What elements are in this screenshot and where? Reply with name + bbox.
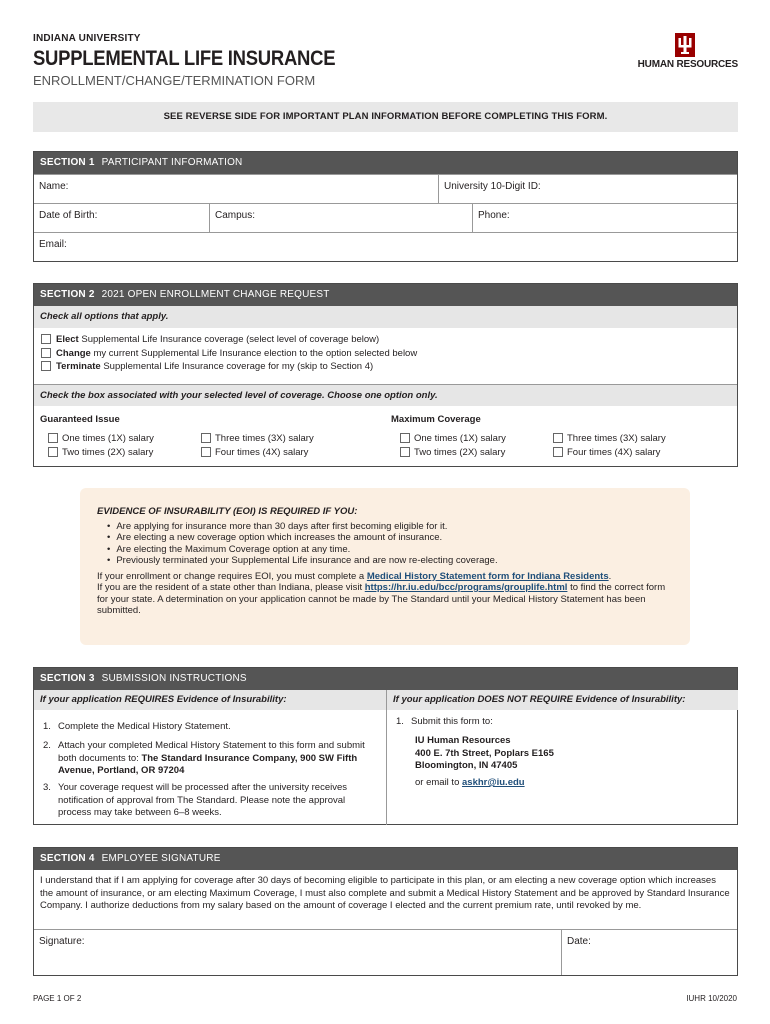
list-item: • Are electing the Maximum Coverage option at any time. (107, 544, 673, 556)
option-label: Two times (2X) salary (414, 447, 506, 458)
coverage-options (34, 406, 737, 466)
section-4-header (34, 848, 737, 870)
request-options (34, 328, 737, 384)
list-item: • Are applying for insurance more than 30 days after first becoming eligible for it. (107, 521, 673, 533)
university-name: INDIANA UNIVERSITY (33, 33, 141, 44)
mc-4x-option[interactable] (553, 447, 660, 459)
signature-field[interactable] (34, 930, 561, 975)
section-3-header (34, 668, 737, 690)
iu-trident-icon (675, 33, 695, 57)
option-bold: Terminate (56, 361, 101, 372)
step-number: 1. (43, 721, 51, 732)
phone-field[interactable] (472, 204, 738, 232)
section-2-header (34, 284, 737, 306)
mc-1x-option[interactable] (400, 433, 506, 445)
option-label: Four times (4X) salary (567, 447, 661, 458)
grouplife-url-link[interactable]: https://hr.iu.edu/bcc/programs/grouplife.html (364, 582, 568, 593)
option-text: my current Supplemental Life Insurance election to the option selected below (90, 347, 418, 359)
step-text: Complete the Medical History Statement. (58, 721, 231, 732)
row-email (34, 232, 737, 260)
mc-2x-checkbox[interactable] (400, 447, 410, 457)
form-code: IUHR 10/2020 (686, 994, 737, 1003)
step-text: Your coverage request will be processed after the university receives notification of approval from The Standard. Please note the approval process may take between 6–8 weeks. (58, 782, 348, 818)
option-bold: Change (56, 347, 91, 359)
section-number: SECTION 2 (40, 289, 95, 300)
gi-4x-checkbox[interactable] (201, 447, 211, 457)
email-instruction (415, 777, 715, 790)
guaranteed-issue-heading: Guaranteed Issue (40, 414, 120, 425)
form-subtitle: ENROLLMENT/CHANGE/TERMINATION FORM (33, 73, 316, 88)
dob-field[interactable] (34, 204, 209, 232)
iu-logo (628, 33, 738, 73)
option-text: Supplemental Life Insurance coverage (select level of coverage below) (78, 334, 380, 345)
step-text: Attach your completed Medical History Statement to this form and submit both documents to: (58, 740, 365, 764)
row-dob-campus-phone (34, 203, 737, 232)
left-step-1 (43, 721, 378, 734)
option-label: One times (1X) salary (414, 433, 506, 444)
coverage-instruction: Check the box associated with your selected level of coverage. Choose one option only. (34, 384, 737, 406)
section-4 (33, 847, 738, 976)
name-label: Name: (39, 181, 69, 192)
section-title: SUBMISSION INSTRUCTIONS (101, 673, 247, 684)
important-notice: SEE REVERSE SIDE FOR IMPORTANT PLAN INFORMATION BEFORE COMPLETING THIS FORM. (33, 102, 738, 132)
address-line: 400 E. 7th Street, Poplars E165 (415, 747, 554, 759)
list-item: • Are electing a new coverage option which increases the amount of insurance. (107, 532, 673, 544)
signature-label: Signature: (39, 936, 85, 947)
mc-2x-option[interactable] (400, 447, 505, 459)
university-id-label: University 10-Digit ID: (444, 181, 541, 192)
address-line: IU Human Resources (415, 735, 511, 746)
step-number: 3. (43, 782, 51, 793)
campus-label: Campus: (215, 210, 256, 221)
section-title: 2021 OPEN ENROLLMENT CHANGE REQUEST (101, 289, 330, 300)
section-3 (33, 667, 738, 825)
option-terminate[interactable] (34, 360, 737, 374)
section-2 (33, 283, 738, 467)
email-field[interactable] (34, 233, 738, 260)
section-number: SECTION 3 (40, 673, 95, 684)
elect-checkbox[interactable] (41, 334, 51, 344)
section-title: PARTICIPANT INFORMATION (101, 157, 243, 168)
email-label: Email: (39, 239, 67, 250)
gi-3x-checkbox[interactable] (201, 433, 211, 443)
eoi-title: EVIDENCE OF INSURABILITY (EOI) IS REQUIRED IF YOU: (97, 506, 358, 517)
option-label: Three times (3X) salary (567, 433, 666, 444)
list-item: • Previously terminated your Supplemental Life insurance and are now re-electing coverage. (107, 555, 673, 567)
phone-label: Phone: (478, 210, 510, 221)
option-bold: Elect (56, 334, 79, 345)
dob-label: Date of Birth: (39, 210, 98, 221)
option-label: Four times (4X) salary (215, 447, 309, 458)
gi-4x-option[interactable] (201, 447, 308, 459)
campus-field[interactable] (209, 204, 472, 232)
section-1 (33, 151, 738, 262)
option-text: Supplemental Life Insurance coverage for my (skip to Section 4) (100, 361, 374, 372)
address-line: Bloomington, IN 47405 (415, 760, 518, 771)
logo-text: HUMAN RESOURCES (637, 59, 738, 70)
mc-1x-checkbox[interactable] (400, 433, 410, 443)
eoi-notice (80, 488, 690, 645)
check-all-instruction: Check all options that apply. (34, 306, 737, 328)
gi-3x-option[interactable] (201, 433, 314, 445)
submission-columns (34, 690, 737, 825)
change-checkbox[interactable] (41, 348, 51, 358)
option-label: One times (1X) salary (62, 433, 154, 444)
authorization-text: I understand that if I am applying for coverage after 30 days of becoming eligible to participate in this plan, or am electing a new coverage option which increases the amount of insurance, or am electing Maximum Coverage, I must also complete and submit a Medical History Statement and be approved by Standard Insurance Company. I authorize deductions from my salary based on the amount of coverage I elected and the current premium rate, until revoked by me. (40, 875, 730, 911)
maximum-coverage-heading: Maximum Coverage (391, 414, 481, 425)
option-change[interactable] (34, 347, 737, 361)
form-header (33, 33, 738, 93)
requires-eoi-heading: If your application REQUIRES Evidence of Insurability: (34, 690, 386, 710)
step-number: 2. (43, 740, 51, 751)
standard-address: The Standard Insurance Company, 900 SW Fifth Avenue, Portland, OR 97204 (58, 752, 358, 776)
option-label: Three times (3X) salary (215, 433, 314, 444)
mc-3x-option[interactable] (553, 433, 666, 445)
left-step-2 (43, 740, 378, 778)
column-divider (386, 690, 387, 825)
step-number: 1. (396, 716, 404, 727)
gi-1x-option[interactable] (48, 433, 154, 445)
gi-2x-option[interactable] (48, 447, 153, 459)
university-id-field[interactable] (438, 175, 738, 203)
step-text: or email to (415, 777, 462, 788)
date-field[interactable] (561, 930, 738, 975)
section-number: SECTION 1 (40, 157, 95, 168)
eoi-bullets (97, 521, 673, 567)
step-text: Submit this form to: (411, 716, 493, 727)
eoi-paragraph (97, 571, 673, 617)
gi-1x-checkbox[interactable] (48, 433, 58, 443)
section-title: EMPLOYEE SIGNATURE (101, 853, 221, 864)
mc-3x-checkbox[interactable] (553, 433, 563, 443)
section-1-header (34, 152, 737, 174)
terminate-checkbox[interactable] (41, 361, 51, 371)
option-elect[interactable] (34, 333, 737, 347)
right-step-1 (396, 716, 726, 729)
eoi-text: . (608, 570, 612, 582)
page-number: PAGE 1 OF 2 (33, 994, 82, 1003)
eoi-text: If you are the resident of a state other than Indiana, please visit (97, 582, 365, 593)
name-field[interactable] (34, 175, 438, 203)
askhr-email-link[interactable]: askhr@iu.edu (462, 777, 525, 788)
form-title: SUPPLEMENTAL LIFE INSURANCE (33, 47, 336, 70)
medical-history-link[interactable]: Medical History Statement form for Indiana Residents (366, 570, 609, 582)
left-step-3 (43, 782, 378, 820)
option-label: Two times (2X) salary (62, 447, 154, 458)
section-number: SECTION 4 (40, 853, 95, 864)
eoi-text: If your enrollment or change requires EOI, you must complete a (97, 570, 367, 582)
row-name-id (34, 174, 737, 203)
no-eoi-heading: If your application DOES NOT REQUIRE Evidence of Insurability: (386, 690, 738, 710)
mc-4x-checkbox[interactable] (553, 447, 563, 457)
row-signature (34, 929, 737, 975)
gi-2x-checkbox[interactable] (48, 447, 58, 457)
hr-address (415, 735, 715, 773)
date-label: Date: (567, 936, 591, 947)
eoi-text: to find the correct form for your state. A determination on your application cannot be made by The Standard until your Medical History Statement has been submitted. (97, 582, 666, 616)
